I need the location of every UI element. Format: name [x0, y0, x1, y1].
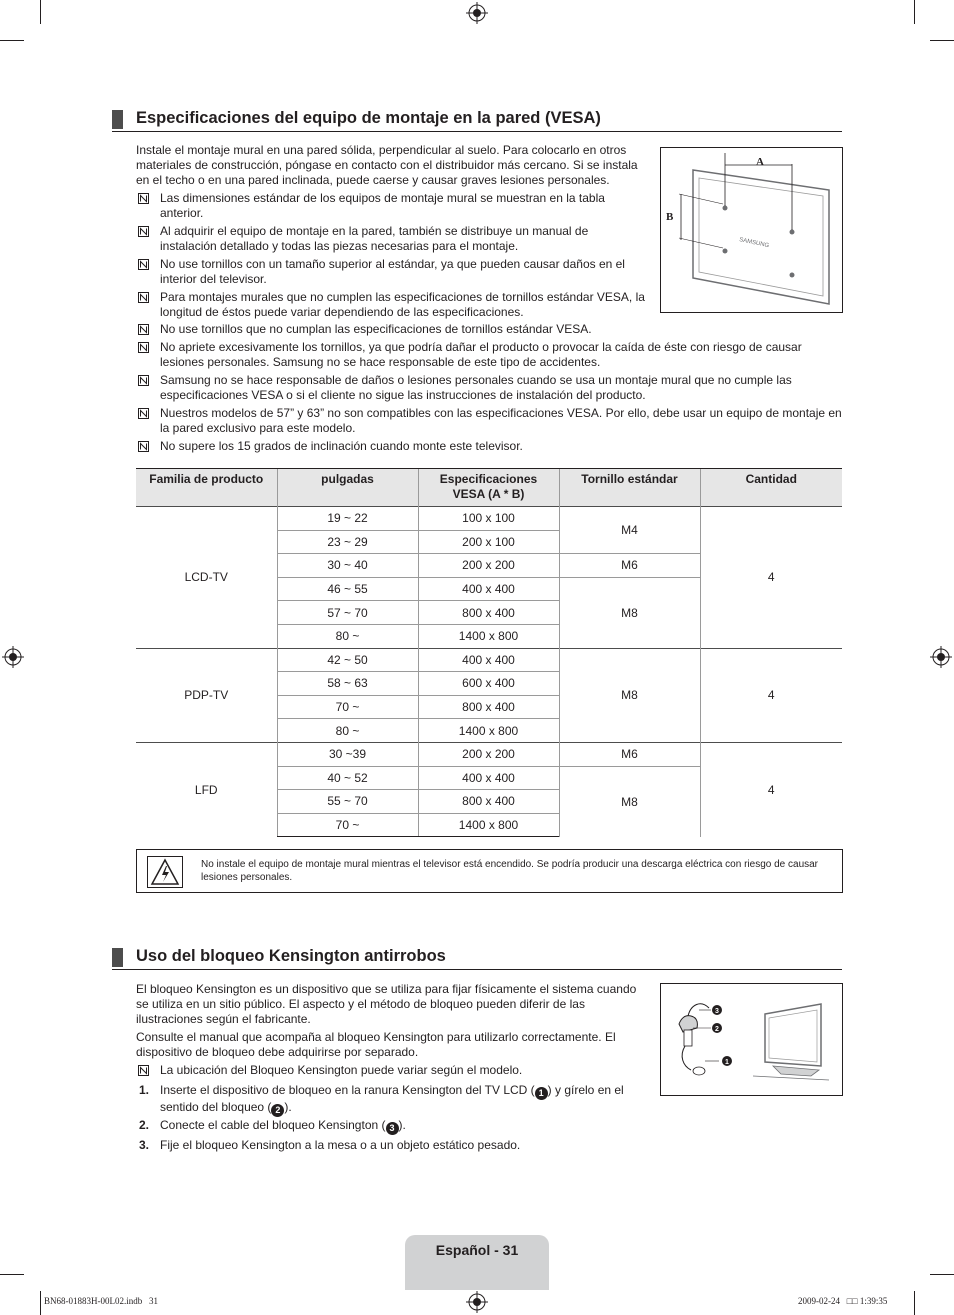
section-kensington-heading: [112, 947, 842, 970]
electric-shock-warning-icon: [148, 857, 182, 887]
note-text: Para montajes murales que no cumplen las especificaciones de tornillos estándar VESA, la longitud de éstos puede variar dependiendo de las especificaciones.: [160, 290, 645, 319]
figure-marker-1: 1: [725, 1059, 729, 1066]
inches-cell: 55 ~ 70: [277, 790, 418, 814]
inches-cell: 58 ~ 63: [277, 672, 418, 696]
note-item: [136, 224, 636, 254]
note-icon: [138, 193, 149, 204]
heading-bar: [112, 110, 123, 129]
note-icon: [138, 408, 149, 419]
note-text: Nuestros modelos de 57” y 63” no son compatibles con las especificaciones VESA. Por ello, debe usar un equipo de montaje en la pared exclusivo para este modelo.: [160, 406, 842, 435]
inches-cell: 80 ~: [277, 624, 418, 648]
note-text: No use tornillos con un tamaño superior al estándar, ya que pueden causar daños en el interior del televisor.: [160, 257, 625, 286]
note-item: [136, 322, 842, 337]
note-icon: [138, 1065, 149, 1076]
vesa-cell: 800 x 400: [418, 601, 559, 625]
tv-back-illustration: [661, 148, 842, 312]
warning-icon-frame: [147, 856, 183, 888]
vesa-cell: 1400 x 800: [418, 813, 559, 837]
vesa-spec-table: [136, 468, 842, 837]
step-item: [136, 1118, 641, 1135]
crop-mark: [0, 1274, 24, 1275]
family-cell: LFD: [136, 742, 277, 836]
family-cell: LCD-TV: [136, 507, 277, 649]
marker-2: 2: [271, 1104, 284, 1117]
note-icon: [138, 441, 149, 452]
inches-cell: 46 ~ 55: [277, 577, 418, 601]
table-header-row: [136, 469, 842, 507]
note-item: [136, 373, 826, 403]
screw-cell: M8: [559, 577, 700, 648]
note-text: Al adquirir el equipo de montaje en la pared, también se distribuye un manual de instalación detallado y todas las piezas necesarias para el montaje.: [160, 224, 589, 253]
inches-cell: 30 ~39: [277, 742, 418, 766]
note-text: No supere los 15 grados de inclinación cuando monte este televisor.: [160, 439, 523, 453]
inches-cell: 40 ~ 52: [277, 766, 418, 790]
marker-1: 1: [535, 1087, 548, 1100]
section-title: Uso del bloqueo Kensington antirrobos: [136, 947, 446, 965]
crop-mark: [914, 1291, 915, 1315]
section-title: Especificaciones del equipo de montaje en la pared (VESA): [136, 109, 601, 127]
crop-mark: [930, 1274, 954, 1275]
tv-back-vesa-figure: [660, 147, 843, 313]
vesa-intro: Instale el montaje mural en una pared sólida, perpendicular al suelo. Para colocarlo en otros materiales de construcción, póngase en contacto con el distribuidor más cercano. Si se instala en el techo o en una pared inclinada, puede caerse y causar graves lesiones personales.: [136, 143, 638, 187]
step-text: Inserte el dispositivo de bloqueo en la ranura Kensington del TV LCD ( 1 ) y gírelo en el sentido del bloqueo ( 2 ).: [160, 1083, 624, 1115]
inches-cell: 19 ~ 22: [277, 507, 418, 531]
quantity-cell: 4: [700, 742, 842, 836]
quantity-cell: 4: [700, 507, 842, 649]
registration-mark-icon: [466, 1291, 488, 1313]
vesa-cell: 200 x 200: [418, 742, 559, 766]
quantity-cell: 4: [700, 648, 842, 742]
vesa-cell: 100 x 100: [418, 507, 559, 531]
note-item: [136, 340, 826, 370]
note-text: La ubicación del Bloqueo Kensington puede variar según el modelo.: [160, 1063, 523, 1077]
page-number-tab: [405, 1235, 549, 1290]
label-b: B: [666, 211, 674, 223]
vesa-cell: 400 x 400: [418, 648, 559, 672]
crop-mark: [930, 40, 954, 41]
warning-text: No instale el equipo de montaje mural mientras el televisor está encendido. Se podría producir una descarga eléctrica con riesgo de causar lesiones personales.: [201, 859, 819, 883]
inches-cell: 70 ~: [277, 695, 418, 719]
screw-cell: M8: [559, 766, 700, 837]
crop-mark: [0, 40, 24, 41]
vesa-cell: 400 x 400: [418, 766, 559, 790]
screw-cell: M6: [559, 554, 700, 578]
note-text: No use tornillos que no cumplan las especificaciones de tornillos estándar VESA.: [160, 322, 592, 336]
note-item: [136, 191, 636, 221]
note-icon: [138, 259, 149, 270]
footer-file: BN68-01883H-00L02.indb 31: [44, 1296, 158, 1306]
table-row: [136, 742, 842, 766]
crop-mark: [40, 1291, 41, 1315]
vesa-cell: 800 x 400: [418, 790, 559, 814]
vesa-cell: 400 x 400: [418, 577, 559, 601]
screw-cell: M6: [559, 742, 700, 766]
kensington-para-2: Consulte el manual que acompaña al bloqueo Kensington para utilizarlo correctamente. El dispositivo de bloqueo debe adquirirse por separado.: [136, 1030, 616, 1059]
column-header: pulgadas: [277, 469, 418, 507]
column-header: Familia de producto: [136, 469, 277, 507]
inches-cell: 42 ~ 50: [277, 648, 418, 672]
registration-mark-icon: [2, 646, 24, 668]
note-item: [136, 290, 651, 320]
note-icon: [138, 292, 149, 303]
screw-cell: M8: [559, 648, 700, 742]
step-number: 1.: [139, 1083, 150, 1097]
note-text: No apriete excesivamente los tornillos, ya que podría dañar el producto o provocar la caída de éste con riesgo de causar lesiones personales. Samsung no se hace responsable de este tipo de accidentes.: [160, 340, 802, 369]
note-icon: [138, 375, 149, 386]
table-row: [136, 507, 842, 531]
crop-mark: [914, 0, 915, 24]
crop-mark: [40, 0, 41, 24]
step-text: Conecte el cable del bloqueo Kensington ( 3 ).: [160, 1118, 406, 1133]
brand-label: SAMSUNG: [738, 237, 770, 250]
footer-datetime: 2009-02-24 □□ 1:39:35: [798, 1296, 888, 1306]
kensington-illustration: [661, 984, 842, 1095]
column-header: Especificaciones VESA (A * B): [418, 469, 559, 507]
vesa-cell: 1400 x 800: [418, 624, 559, 648]
kensington-para-1: El bloqueo Kensington es un dispositivo que se utiliza para fijar físicamente el sistema cuando se utiliza en un sitio público. El aspecto y el método de bloqueo pueden diferir de las ilustraciones según el fabricante.: [136, 982, 637, 1026]
label-a: A: [756, 156, 764, 168]
step-number: 2.: [139, 1118, 150, 1132]
note-item: [136, 257, 646, 287]
vesa-cell: 200 x 100: [418, 530, 559, 554]
warning-box: [136, 849, 843, 893]
note-text: Las dimensiones estándar de los equipos de montaje mural se muestran en la tabla anterior.: [160, 191, 605, 220]
column-header: Tornillo estándar: [559, 469, 700, 507]
inches-cell: 70 ~: [277, 813, 418, 837]
inches-cell: 23 ~ 29: [277, 530, 418, 554]
note-icon: [138, 324, 149, 335]
page-label: Español - 31: [435, 1242, 519, 1258]
note-icon: [138, 226, 149, 237]
vesa-cell: 1400 x 800: [418, 719, 559, 743]
section-vesa-heading: [112, 109, 842, 132]
inches-cell: 57 ~ 70: [277, 601, 418, 625]
marker-3: 3: [386, 1122, 399, 1135]
inches-cell: 80 ~: [277, 719, 418, 743]
step-text: Fije el bloqueo Kensington a la mesa o a un objeto estático pesado.: [160, 1138, 521, 1152]
note-icon: [138, 342, 149, 353]
heading-bar: [112, 948, 123, 967]
vesa-cell: 800 x 400: [418, 695, 559, 719]
kensington-lock-figure: [660, 983, 843, 1096]
inches-cell: 30 ~ 40: [277, 554, 418, 578]
registration-mark-icon: [930, 646, 952, 668]
step-item: [136, 1138, 641, 1153]
screw-cell: M4: [559, 507, 700, 554]
step-number: 3.: [139, 1138, 150, 1152]
note-item: [136, 406, 842, 436]
note-item: [136, 439, 842, 454]
figure-marker-2: 2: [715, 1026, 719, 1033]
registration-mark-icon: [466, 2, 488, 24]
step-item: [136, 1083, 641, 1117]
vesa-cell: 600 x 400: [418, 672, 559, 696]
figure-marker-3: 3: [715, 1008, 719, 1015]
family-cell: PDP-TV: [136, 648, 277, 742]
note-text: Samsung no se hace responsable de daños o lesiones personales cuando se usa un montaje mural que no cumple las especificaciones VESA o si el cliente no sigue las instrucciones de instalación del producto.: [160, 373, 792, 402]
column-header: Cantidad: [700, 469, 842, 507]
vesa-cell: 200 x 200: [418, 554, 559, 578]
table-row: [136, 648, 842, 672]
note-item: [136, 1063, 646, 1078]
